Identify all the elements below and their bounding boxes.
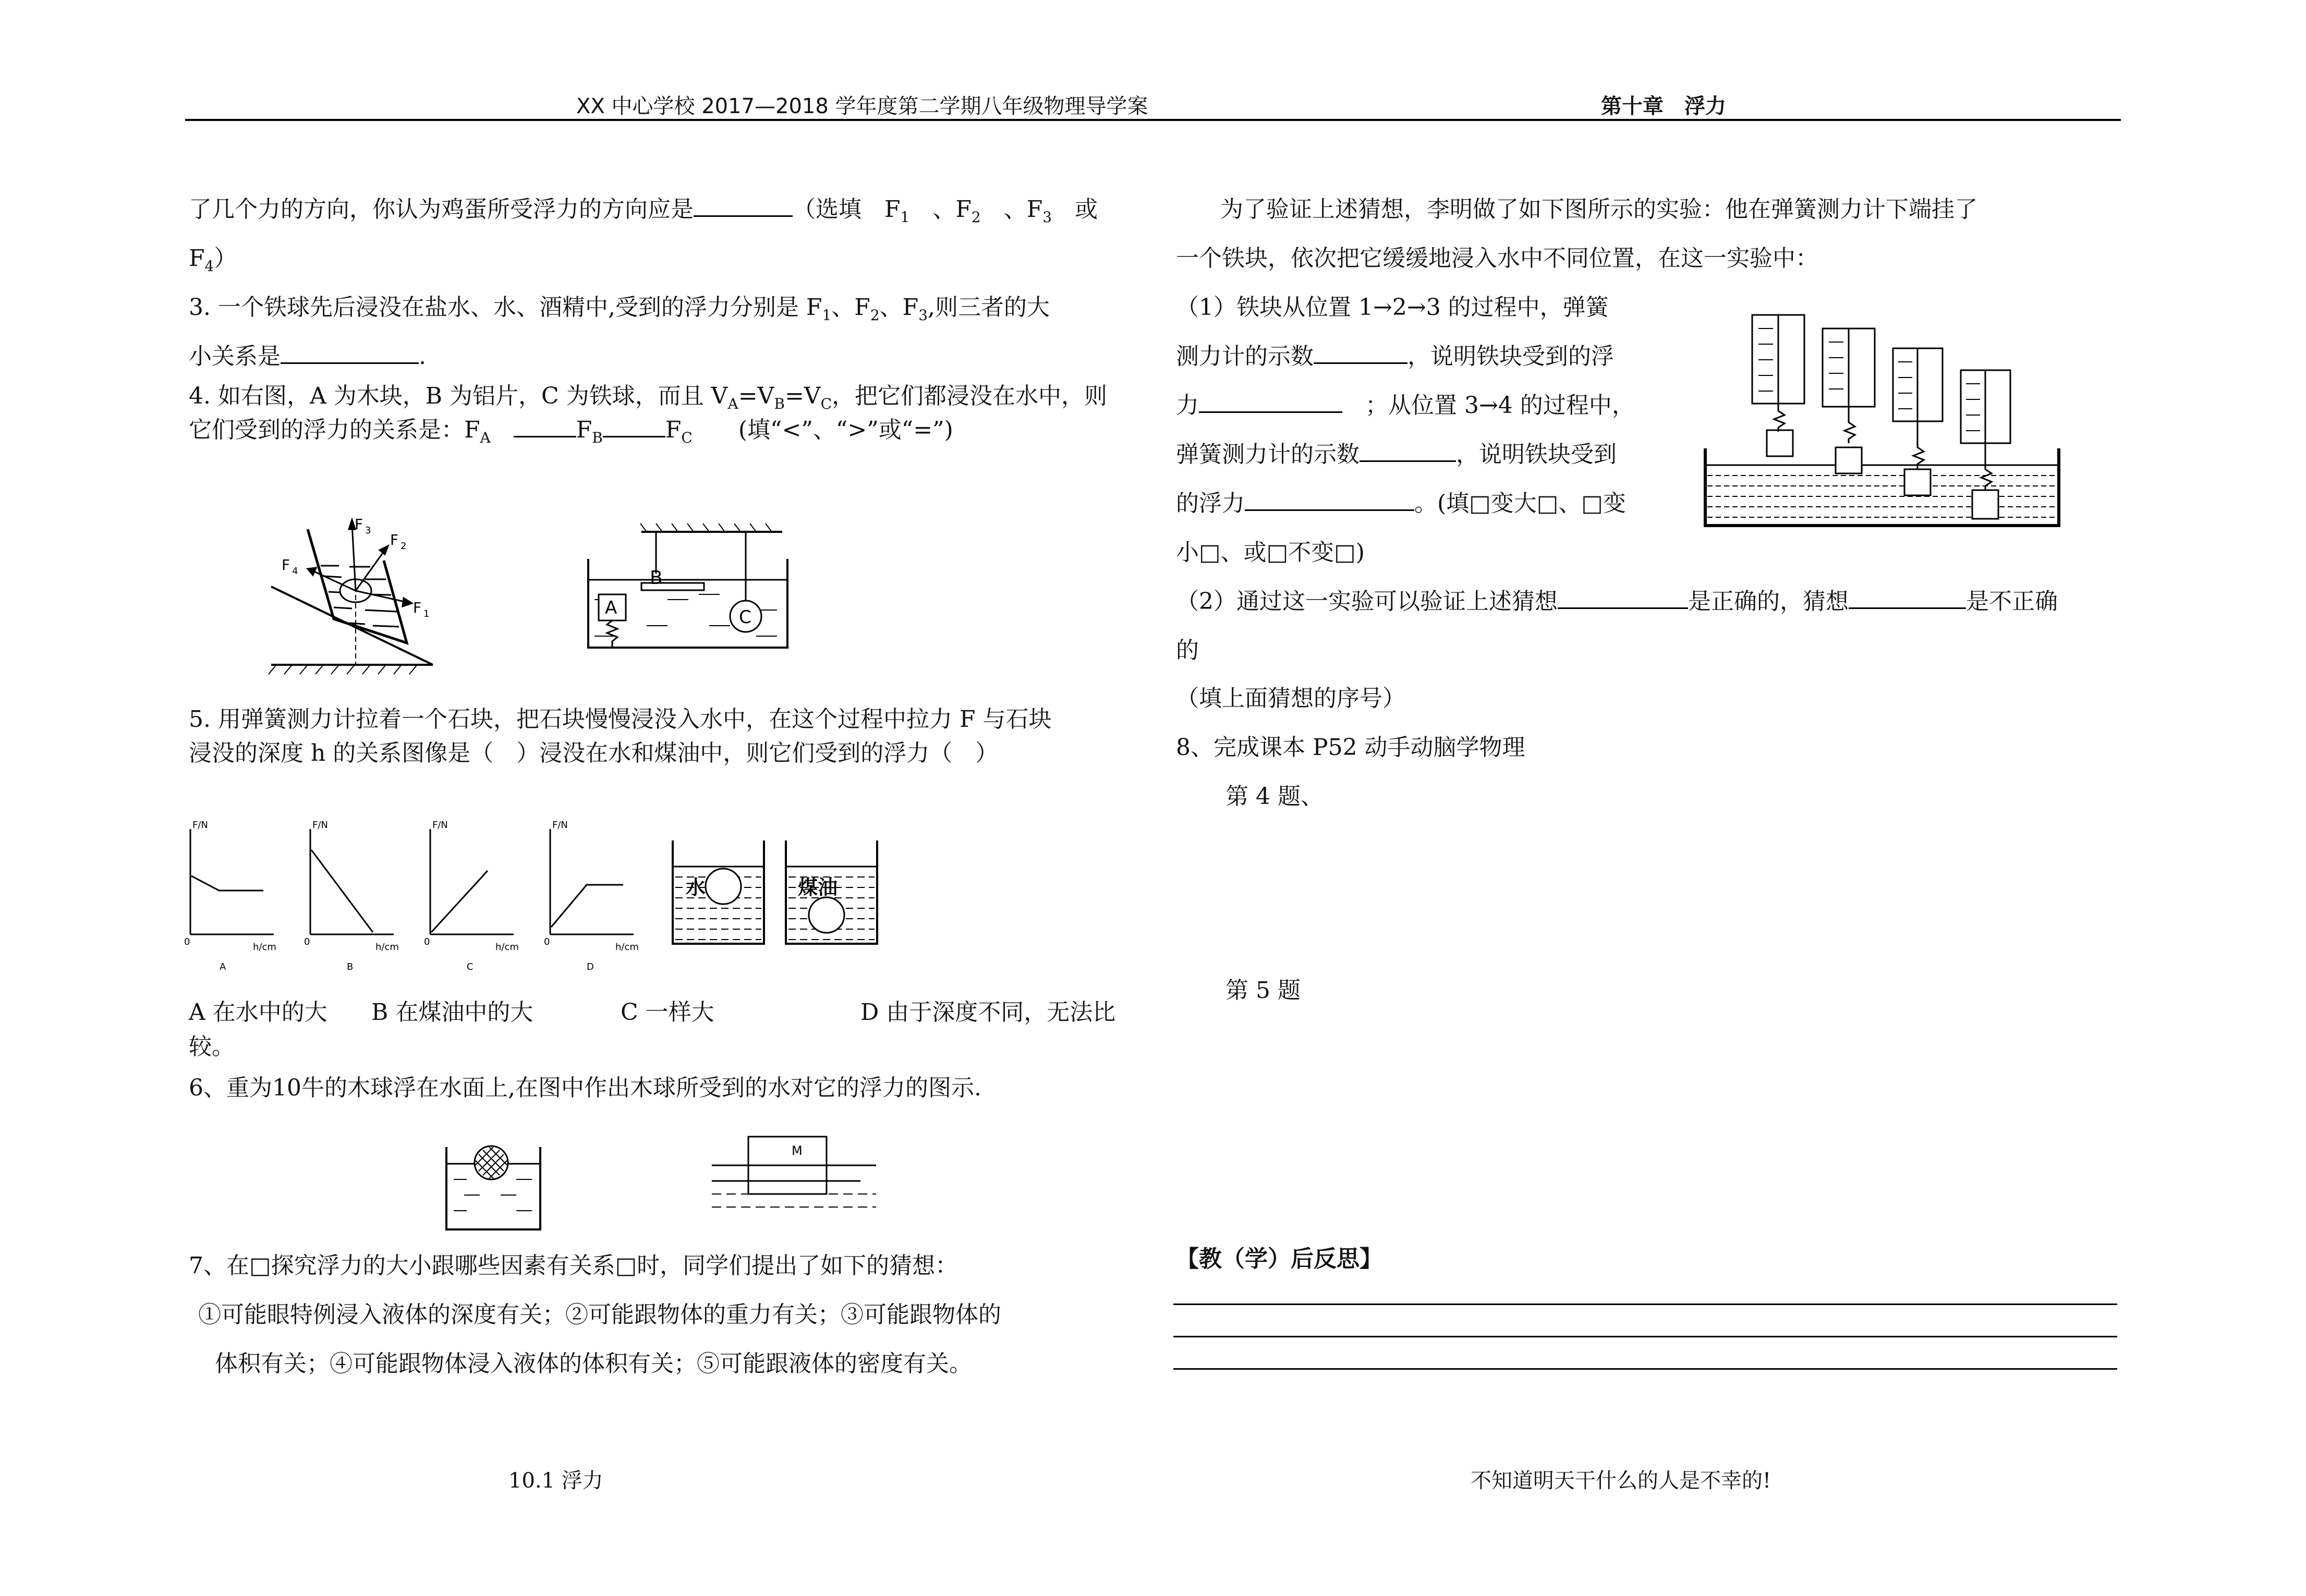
svg-text:h/cm: h/cm xyxy=(495,942,519,953)
option-b: B 在煤油中的大 xyxy=(371,999,533,1026)
option-d: D 由于深度不同，无法比 xyxy=(860,999,1116,1026)
svg-text:0: 0 xyxy=(304,936,310,947)
svg-text:4: 4 xyxy=(292,566,298,577)
question-7: 7、在□探究浮力的大小跟哪些因素有关系□时，同学们提出了如下的猜想： xyxy=(189,1252,958,1279)
page-header-title: XX 中心学校 2017—2018 学年度第二学期八年级物理导学案 xyxy=(576,94,1148,118)
part-2-line1: （2）通过这一实验可以验证上述猜想 是正确的，猜想 是不正确 xyxy=(1176,586,2058,617)
experiment-intro-line2: 一个铁块，依次把它缓缓地浸入水中不同位置，在这一实验中： xyxy=(1176,245,1818,272)
spring-scale-figure xyxy=(1700,308,2065,532)
option-a: A 在水中的大 xyxy=(189,999,327,1026)
part-2-line2: 的 xyxy=(1176,637,1199,664)
svg-text:F: F xyxy=(413,599,422,616)
reflection-line-1 xyxy=(1173,1303,2117,1305)
chapter-title: 第十章 浮力 xyxy=(1601,94,1726,118)
svg-text:h/cm: h/cm xyxy=(615,942,639,953)
svg-text:h/cm: h/cm xyxy=(375,942,399,953)
footer-section: 10.1 浮力 xyxy=(508,1469,603,1493)
svg-text:3: 3 xyxy=(365,525,371,536)
svg-text:0: 0 xyxy=(184,936,190,947)
floating-figures xyxy=(443,1131,887,1236)
experiment-intro: 为了验证上述猜想，李明做了如下图所示的实验：他在弹簧测力计下端挂了 xyxy=(1220,196,1977,223)
question-8-item-4: 第 4 题、 xyxy=(1225,783,1324,810)
reflection-line-2 xyxy=(1173,1336,2117,1337)
svg-text:A: A xyxy=(605,598,617,618)
svg-text:B: B xyxy=(347,961,354,972)
question-4-line2: 它们受到的浮力的关系是：$F_A$ $F_B$ $F_C$ (填“<”、“>”或“=”) xyxy=(189,415,953,454)
question-8: 8、完成课本 P52 动手动脑学物理 xyxy=(1176,734,1525,761)
part-1-line2: 测力计的示数 ，说明铁块受到的浮 xyxy=(1176,341,1614,372)
svg-text:0: 0 xyxy=(544,936,550,947)
svg-text:D: D xyxy=(587,961,594,972)
question-7-guess-line2: 体积有关；④可能跟物体浸入液体的体积有关；⑤可能跟液体的密度有关。 xyxy=(215,1350,972,1377)
svg-text:水: 水 xyxy=(686,876,706,899)
question-7-guess-line1: ①可能眼特例浸入液体的深度有关；②可能跟物体的重力有关；③可能跟物体的 xyxy=(198,1301,1001,1328)
question-4: 4. 如右图，A 为木块，B 为铝片，C 为铁球，而且 $V_A=V_B=V_C$，把它们都浸没在水中，则 xyxy=(189,383,1108,412)
svg-text:B: B xyxy=(650,567,663,589)
part-1-line4: 弹簧测力计的示数 ，说明铁块受到 xyxy=(1176,439,1617,470)
part-2-hint: （填上面猜想的序号） xyxy=(1176,685,1405,712)
part-1-line6: 小□、或□不变□) xyxy=(1176,539,1365,566)
abc-tank-figure xyxy=(584,521,793,657)
reflection-heading: 【教（学）后反思】 xyxy=(1176,1246,1382,1272)
question-5-line2: 浸没的深度 h 的关系图像是（ ）浸没在水和煤油中，则它们受到的浮力（ ） xyxy=(189,740,999,766)
part-1-line1: （1）铁块从位置 1→2→3 的过程中，弹簧 xyxy=(1176,294,1609,321)
svg-text:F/N: F/N xyxy=(432,820,448,831)
question-2-option-f4: $F_4$） xyxy=(189,245,237,275)
svg-text:F: F xyxy=(282,556,290,574)
svg-text:F: F xyxy=(355,516,363,533)
svg-text:0: 0 xyxy=(424,936,430,947)
svg-text:2: 2 xyxy=(400,541,407,552)
incline-egg-figure xyxy=(261,508,438,680)
svg-text:F/N: F/N xyxy=(192,820,208,831)
reflection-line-3 xyxy=(1173,1368,2117,1370)
option-c: C 一样大 xyxy=(621,999,714,1026)
question-3: 3. 一个铁球先后浸没在盐水、水、酒精中,受到的浮力分别是 $F_1$、$F_2$、$F_3$,则三者的大 xyxy=(189,294,1050,324)
header-rule xyxy=(185,119,2121,121)
svg-text:F/N: F/N xyxy=(312,820,328,831)
part-1-line5: 的浮力 。(填□变大□、□变 xyxy=(1176,488,1626,519)
force-depth-graphs xyxy=(180,813,900,975)
svg-text:C: C xyxy=(739,607,751,628)
option-d-continued: 较。 xyxy=(189,1033,235,1060)
svg-text:F/N: F/N xyxy=(552,820,568,831)
svg-text:1: 1 xyxy=(423,608,430,619)
svg-text:M: M xyxy=(792,1143,803,1158)
question-2-continued: 了几个力的方向，你认为鸡蛋所受浮力的方向应是 （选填 $F_1$ 、$F_2$ 、$F_3$ 或 xyxy=(189,194,1098,233)
svg-text:F: F xyxy=(390,531,399,549)
svg-text:A: A xyxy=(220,961,226,972)
svg-text:煤油: 煤油 xyxy=(798,876,838,899)
question-6: 6、重为10牛的木球浮在水面上,在图中作出木球所受到的水对它的浮力的图示. xyxy=(189,1075,981,1101)
question-3-line2: 小关系是 . xyxy=(189,341,426,372)
question-5: 5. 用弹簧测力计拉着一个石块，把石块慢慢浸没入水中，在这个过程中拉力 F 与石块 xyxy=(189,706,1052,733)
footer-motto: 不知道明天干什么的人是不幸的! xyxy=(1471,1469,1771,1493)
svg-text:C: C xyxy=(467,961,474,972)
svg-text:h/cm: h/cm xyxy=(253,942,276,953)
question-8-item-5: 第 5 题 xyxy=(1225,977,1301,1004)
part-1-line3: 力 ；从位置 3→4 的过程中， xyxy=(1176,390,1635,421)
